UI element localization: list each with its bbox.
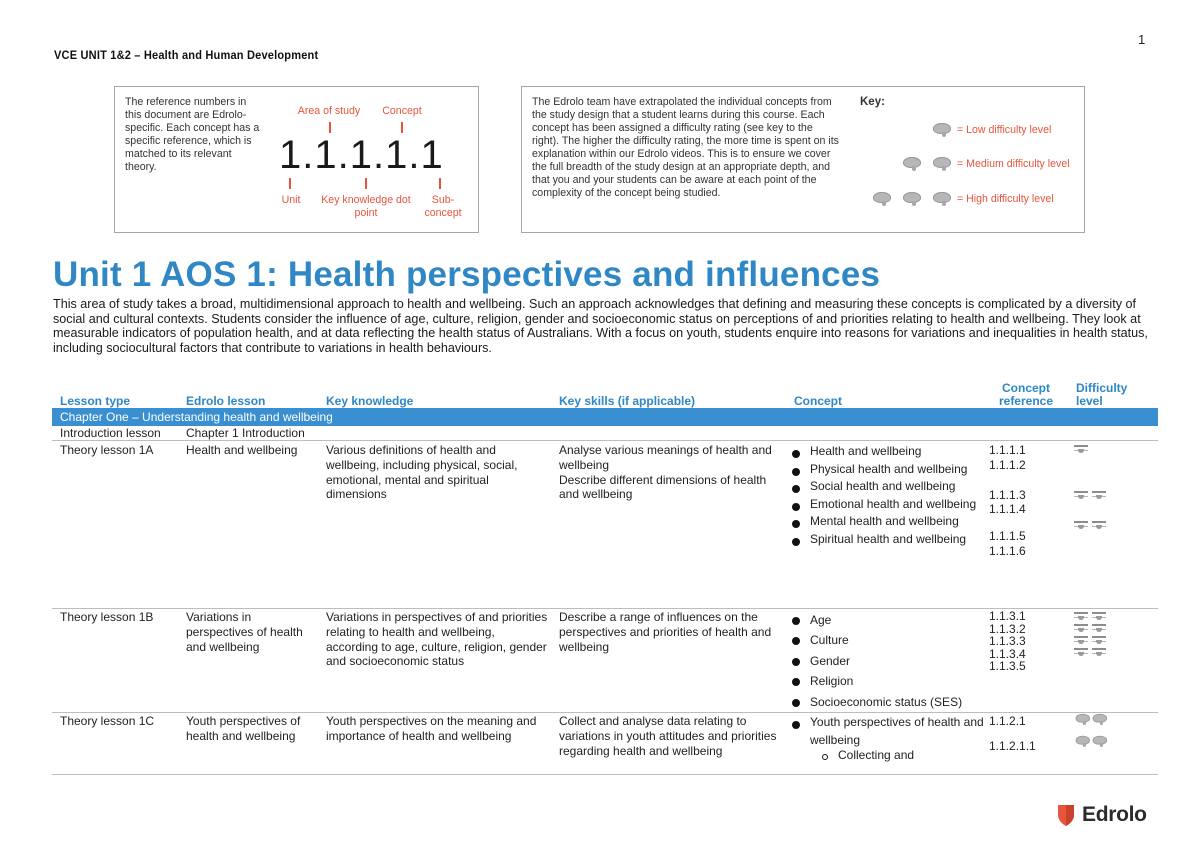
concept-ref: 1.1.1.5 — [989, 529, 1026, 544]
tick-concept — [401, 122, 403, 133]
brain-icon — [1074, 490, 1088, 500]
reference-explanation-text: The reference numbers in this document are Edrolo-specific. Each concept has a specific reference, which is matched to its relevant theory. — [125, 96, 260, 173]
list-item: Age — [790, 610, 986, 630]
cell-key-knowledge: Youth perspectives on the meaning and importance of health and wellbeing — [326, 714, 537, 743]
brain-icon — [1092, 490, 1106, 500]
brain-icon — [1074, 611, 1088, 621]
brain-icon — [1074, 735, 1088, 745]
tick-unit — [289, 178, 291, 189]
list-item: Collecting and — [790, 749, 986, 762]
label-sub-concept: Sub-concept — [424, 194, 462, 219]
shield-icon — [1056, 803, 1076, 827]
document-header: VCE UNIT 1&2 – Health and Human Development — [54, 48, 319, 62]
brain-icon — [1074, 713, 1088, 723]
list-item: Social health and wellbeing — [790, 478, 986, 496]
key-row-high — [858, 188, 1083, 210]
difficulty-key-box — [521, 86, 1085, 233]
cell-edrolo-lesson: Youth perspectives of health and wellbeing — [186, 714, 301, 743]
concept-ref: 1.1.1.2 — [989, 457, 1026, 472]
label-unit: Unit — [281, 194, 301, 206]
brain-icon — [1074, 635, 1088, 645]
list-item: Gender — [790, 651, 986, 671]
cell-lesson-type: Theory lesson 1C — [60, 714, 155, 728]
lesson-table — [52, 378, 1158, 410]
list-item: Physical health and wellbeing — [790, 461, 986, 479]
header-difficulty-level: Difficulty level — [1076, 381, 1128, 408]
key-row-low — [858, 119, 1083, 141]
cell-difficulty — [1074, 443, 1158, 534]
list-item: Socioeconomic status (SES) — [790, 692, 986, 712]
concept-list — [790, 610, 986, 712]
brain-icon — [1091, 713, 1105, 723]
section-title: Unit 1 AOS 1: Health perspectives and influences — [53, 255, 881, 294]
brain-icon — [1092, 623, 1106, 633]
cell-edrolo-lesson: Variations in perspectives of health and wellbeing — [186, 610, 303, 654]
concept-list — [790, 714, 986, 762]
cell-difficulty — [1074, 713, 1158, 751]
concept-ref: 1.1.1.4 — [989, 502, 1026, 517]
brain-icon — [931, 191, 953, 207]
concept-ref: 1.1.3.5 — [989, 659, 1026, 674]
brain-icon — [901, 156, 923, 172]
list-item: Emotional health and wellbeing — [790, 496, 986, 514]
cell-key-knowledge: Various definitions of health and wellbeing, including physical, social, emotional, mental and spiritual dimensions — [326, 443, 518, 502]
key-label-high: = High difficulty level — [957, 193, 1054, 205]
key-title: Key: — [860, 96, 885, 108]
brain-icon — [1092, 611, 1106, 621]
brain-icon — [931, 156, 953, 172]
brain-icon — [1074, 647, 1088, 657]
table-header — [52, 378, 1158, 410]
tick-sub-concept — [439, 178, 441, 189]
cell-key-skills: Describe a range of influences on the perspectives and priorities of health and wellbeing — [559, 610, 772, 654]
concept-ref: 1.1.3.3 — [989, 634, 1026, 649]
concept-ref: 1.1.1.1 — [989, 443, 1026, 457]
list-item: Spiritual health and wellbeing — [790, 531, 986, 549]
key-label-low: = Low difficulty level — [957, 124, 1052, 136]
table-row — [52, 441, 1158, 609]
cell-key-knowledge: Variations in perspectives of and priorities relating to health and wellbeing, according to age, culture, religion, gender and socioeconomic status — [326, 610, 548, 669]
concept-ref: 1.1.2.1 — [989, 714, 1026, 728]
cell-concept-references — [989, 610, 1069, 673]
cell-difficulty — [1074, 610, 1158, 658]
brain-icon — [901, 191, 923, 207]
cell-key-skills: Analyse various meanings of health and wellbeing Describe different dimensions of health and wellbeing — [559, 443, 772, 502]
tick-key-knowledge — [365, 178, 367, 189]
header-concept-reference: Concept reference — [998, 381, 1054, 408]
header-key-skills: Key skills (if applicable) — [559, 394, 696, 408]
brain-icon — [1092, 635, 1106, 645]
brain-icon — [1092, 520, 1106, 530]
key-label-medium: = Medium difficulty level — [957, 158, 1070, 170]
brain-icon — [1091, 735, 1105, 745]
reference-explanation-box — [114, 86, 479, 233]
brain-icon — [871, 191, 893, 207]
list-item: Youth perspectives of health and wellbeing — [790, 714, 986, 749]
concept-ref: 1.1.3.1 — [989, 609, 1026, 623]
list-item: Religion — [790, 671, 986, 691]
header-concept: Concept — [794, 394, 842, 408]
list-item: Mental health and wellbeing — [790, 513, 986, 531]
cell-edrolo-lesson: Chapter 1 Introduction — [186, 426, 305, 440]
header-key-knowledge: Key knowledge — [326, 394, 414, 408]
section-intro: This area of study takes a broad, multidimensional approach to health and wellbeing. Such an approach acknowledges that defining and measuring these concepts is complicated by a diversity of social and cultural contexts. Students consider the influence of age, culture, religion, gender and socioeconomic status on perceptions of and priorities relating to health and wellbeing. They look at measurable indicators of population health, and at data reflecting the health status of Australians. With a focus on youth, students enquire into reasons for variations and inequalities in health status, including sociocultural factors that contribute to variations in health behaviours. — [53, 297, 1148, 356]
concept-ref: 1.1.3.2 — [989, 621, 1026, 636]
chapter-bar: Chapter One – Understanding health and wellbeing — [52, 408, 1158, 426]
table-row — [52, 426, 1158, 441]
tick-area-of-study — [329, 122, 331, 133]
logo-text: Edrolo — [1082, 803, 1147, 826]
concept-ref: 1.1.1.6 — [989, 543, 1026, 558]
brain-icon — [1074, 444, 1088, 454]
cell-lesson-type: Introduction lesson — [60, 426, 161, 440]
edrolo-logo — [1056, 803, 1147, 827]
brain-icon — [1092, 647, 1106, 657]
list-item: Health and wellbeing — [790, 443, 986, 461]
reference-code-example: 1.1.1.1.1 — [279, 133, 444, 177]
concept-ref: 1.1.2.1.1 — [989, 738, 1036, 753]
difficulty-explanation-text: The Edrolo team have extrapolated the individual concepts from the study design that a student learns during this course. Each concept has been assigned a difficulty rating (see key to the right). The higher the difficulty rating, the more time is spent on its explanation within our Edrolo videos. This is to ensure we cover the full breadth of the study design at an appropriate depth, and that you and your students can be aware at each point of the complexity of the concept being studied. — [532, 96, 839, 199]
cell-key-skills: Collect and analyse data relating to variations in youth attitudes and priorities regarding health and wellbeing — [559, 714, 777, 758]
concept-ref: 1.1.1.3 — [989, 487, 1026, 502]
brain-icon — [1074, 520, 1088, 530]
label-key-knowledge: Key knowledge dot point — [321, 194, 411, 219]
brain-icon — [1074, 623, 1088, 633]
cell-edrolo-lesson: Health and wellbeing — [186, 443, 298, 457]
list-item: Culture — [790, 630, 986, 650]
concept-list — [790, 443, 986, 549]
key-row-medium — [858, 153, 1083, 175]
header-edrolo-lesson: Edrolo lesson — [186, 394, 266, 408]
table-row — [52, 609, 1158, 713]
cell-lesson-type: Theory lesson 1B — [60, 610, 154, 624]
page-number: 1 — [1138, 32, 1146, 47]
header-lesson-type: Lesson type — [60, 394, 131, 408]
cell-concept-references — [989, 443, 1069, 559]
brain-icon — [931, 122, 953, 138]
table-row — [52, 713, 1158, 775]
label-concept: Concept — [382, 105, 422, 117]
concept-ref: 1.1.3.4 — [989, 646, 1026, 661]
cell-lesson-type: Theory lesson 1A — [60, 443, 154, 457]
label-area-of-study: Area of study — [297, 105, 361, 117]
cell-concept-references — [989, 714, 1069, 754]
